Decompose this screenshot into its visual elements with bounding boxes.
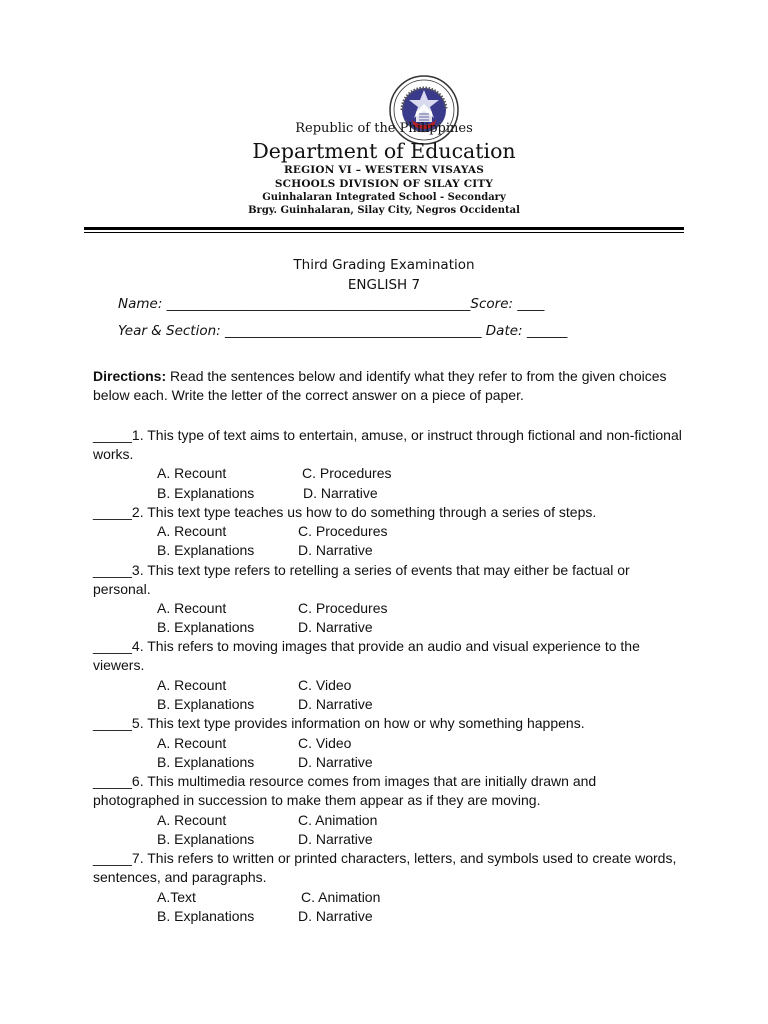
exam-subject: ENGLISH 7 — [347, 277, 421, 293]
q3-option-a: A. Recount — [157, 600, 227, 616]
republic-heading: Republic of the Philippines — [295, 121, 473, 136]
region-heading: REGION VI – WESTERN VISAYAS — [283, 164, 485, 176]
q7-option-d: D. Narrative — [298, 908, 373, 924]
q1-option-d: D. Narrative — [303, 485, 378, 501]
question-7: _____7. This refers to written or printed characters, letters, and symbols used to create words, sentences, and paragraphs. — [93, 850, 677, 886]
q2-option-d: D. Narrative — [298, 542, 373, 558]
directions — [93, 367, 683, 405]
q6-option-d: D. Narrative — [298, 831, 373, 847]
q7-option-a: A.Text — [157, 889, 196, 905]
q1-option-b: B. Explanations — [157, 485, 255, 501]
question-3: _____3. This text type refers to retelling a series of events that may either be factual or personal. — [93, 562, 630, 598]
q1-option-a: A. Recount — [157, 465, 227, 481]
year-section-date-line[interactable]: Year & Section: ______________________________________ Date: ______ — [118, 323, 568, 339]
q5-option-b: B. Explanations — [157, 754, 255, 770]
header-divider-thin — [84, 232, 684, 233]
question-2: _____2. This text type teaches us how to do something through a series of steps. — [93, 504, 597, 520]
q2-option-c: C. Procedures — [298, 523, 388, 539]
exam-title: Third Grading Examination — [293, 257, 475, 273]
q3-option-c: C. Procedures — [298, 600, 388, 616]
question-6: _____6. This multimedia resource comes from images that are initially drawn and photographed in succession to make them appear as if they are moving. — [93, 773, 597, 809]
question-1: _____1. This type of text aims to entertain, amuse, or instruct through fictional and non-fictional works. — [93, 427, 682, 463]
question-4: _____4. This refers to moving images that provide an audio and visual experience to the viewers. — [93, 638, 640, 674]
q7-option-c: C. Animation — [301, 889, 381, 905]
q6-option-a: A. Recount — [157, 812, 227, 828]
q6-option-b: B. Explanations — [157, 831, 255, 847]
q4-option-d: D. Narrative — [298, 696, 373, 712]
name-score-line[interactable]: Name: _____________________________________________Score: ____ — [118, 296, 545, 312]
q4-option-b: B. Explanations — [157, 696, 255, 712]
division-heading: SCHOOLS DIVISION OF SILAY CITY — [274, 178, 494, 190]
q2-option-b: B. Explanations — [157, 542, 255, 558]
q2-option-a: A. Recount — [157, 523, 227, 539]
directions-label: Directions: — [93, 368, 167, 384]
q5-option-a: A. Recount — [157, 735, 227, 751]
directions-text: Read the sentences below and identify what they refer to from the given choices below each. Write the letter of the correct answer on a piece of paper. — [93, 368, 667, 404]
q4-option-a: A. Recount — [157, 677, 227, 693]
q1-option-c: C. Procedures — [302, 465, 392, 481]
school-heading: Guinhalaran Integrated School - Secondary — [262, 192, 506, 203]
q4-option-c: C. Video — [298, 677, 352, 693]
q5-option-d: D. Narrative — [298, 754, 373, 770]
department-heading: Department of Education — [252, 139, 516, 163]
q6-option-c: C. Animation — [298, 812, 378, 828]
header-divider-thick — [84, 227, 684, 230]
question-5: _____5. This text type provides information on how or why something happens. — [93, 715, 585, 731]
q3-option-d: D. Narrative — [298, 619, 373, 635]
q5-option-c: C. Video — [298, 735, 352, 751]
q7-option-b: B. Explanations — [157, 908, 255, 924]
q3-option-b: B. Explanations — [157, 619, 255, 635]
address-heading: Brgy. Guinhalaran, Silay City, Negros Occidental — [248, 205, 520, 216]
